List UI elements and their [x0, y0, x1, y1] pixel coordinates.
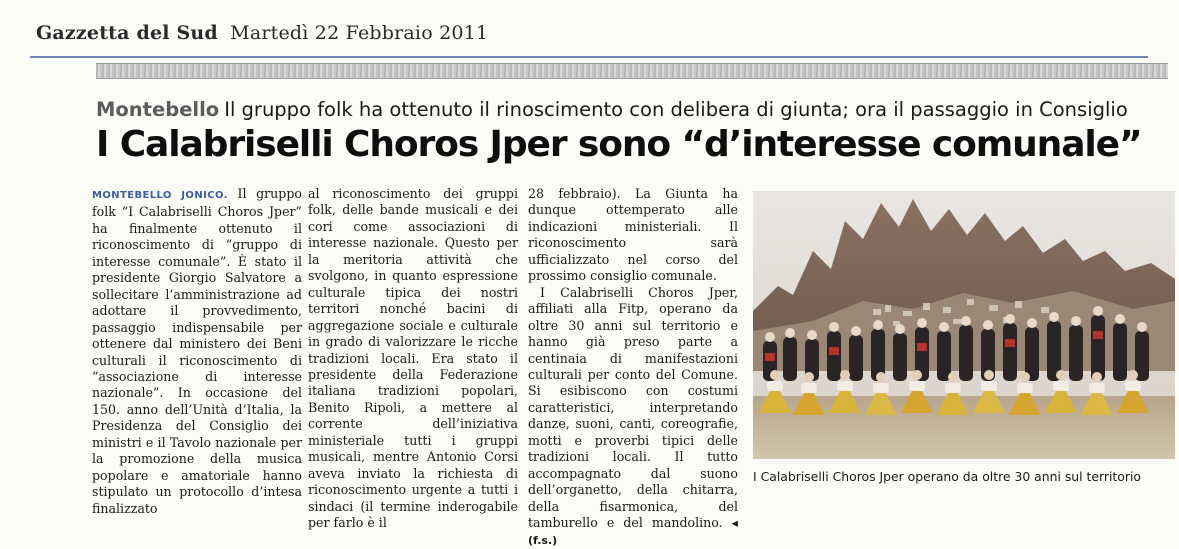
end-mark: ◂: [731, 515, 738, 531]
column-2-text: al riconoscimento dei gruppi folk, delle bande musicali e dei cori come associazioni di interesse nazionale. Questo per la meritoria attività che svolgono, in quanto espressione culturale tipica dei nostri territori nonché bacini di aggregazione sociale e culturale in grado di valorizzare le ricche tradizioni locali. Era stato il presidente della Federazione italiana tradizioni popolari, Benito Ripoli, a mettere al corrente dell’iniziativa ministeriale tutti i gruppi musicali, mentre Antonio Corsi aveva inviato la richiesta di riconoscimento urgente a tutti i sindaci (il termine inderogabile per farlo è il: [308, 186, 518, 531]
article-kicker: [96, 98, 1171, 121]
article-column-2: [308, 186, 518, 532]
article-headline: I Calabriselli Choros Jper sono “d’interesse comunale”: [96, 124, 1142, 165]
article-column-3: [528, 186, 738, 549]
kicker-text: Il gruppo folk ha ottenuto il rinoscimento con delibera di giunta; ora il passaggio in Consiglio: [224, 98, 1128, 121]
kicker-place: Montebello: [96, 98, 220, 121]
header-rule: [30, 56, 1148, 58]
column-1-text: Il gruppo folk “I Calabriselli Choros Jper” ha finalmente ottenuto il riconoscimento di “gruppo di interesse comunale”. È stato il presidente Giorgio Salvatore a sollecitare l’amministrazione ad adottare il provvedimento, passaggio indispensabile per ottenere dal ministero dei Beni culturali il riconoscimento di “associazione di interesse nazionale”. In occasione del 150. anno dell’Unità d’Italia, la Presidenza del Consiglio dei ministri e il Tavolo nazionale per la promozione della musica popolare e amatoriale hanno stipulato un protocollo d’intesa finalizzato: [92, 186, 302, 516]
author-signature: (f.s.): [528, 533, 558, 547]
article-column-1: [92, 186, 302, 517]
masthead: [36, 22, 488, 44]
dateline: MONTEBELLO JONICO.: [92, 190, 228, 201]
publication-date: Martedì 22 Febbraio 2011: [230, 22, 489, 44]
photo-caption: I Calabriselli Choros Jper operano da oltre 30 anni sul territorio: [753, 469, 1141, 484]
column-3-text: 28 febbraio). La Giunta ha dunque ottemperato alle indicazioni ministeriali. Il riconoscimento sarà ufficializzato nel corso del prossimo consiglio comunale.: [528, 186, 738, 284]
column-3-text-2: I Calabriselli Choros Jper, affiliati alla Fitp, operano da oltre 30 anni sul territorio e hanno già preso parte a centinaia di manifestazioni culturali per conto del Comune. Si esibiscono con costumi caratteristici, interpretando danze, suoni, canti, coreografie, motti e proverbi tipici delle tradizioni locali. Il tutto accompagnato dal suono dell’organetto, della chitarra, della fisarmonica, del tamburello e del mandolino.: [528, 284, 738, 531]
section-band: [96, 63, 1168, 79]
publication-name: Gazzetta del Sud: [36, 22, 218, 44]
group-photo: [753, 191, 1175, 459]
